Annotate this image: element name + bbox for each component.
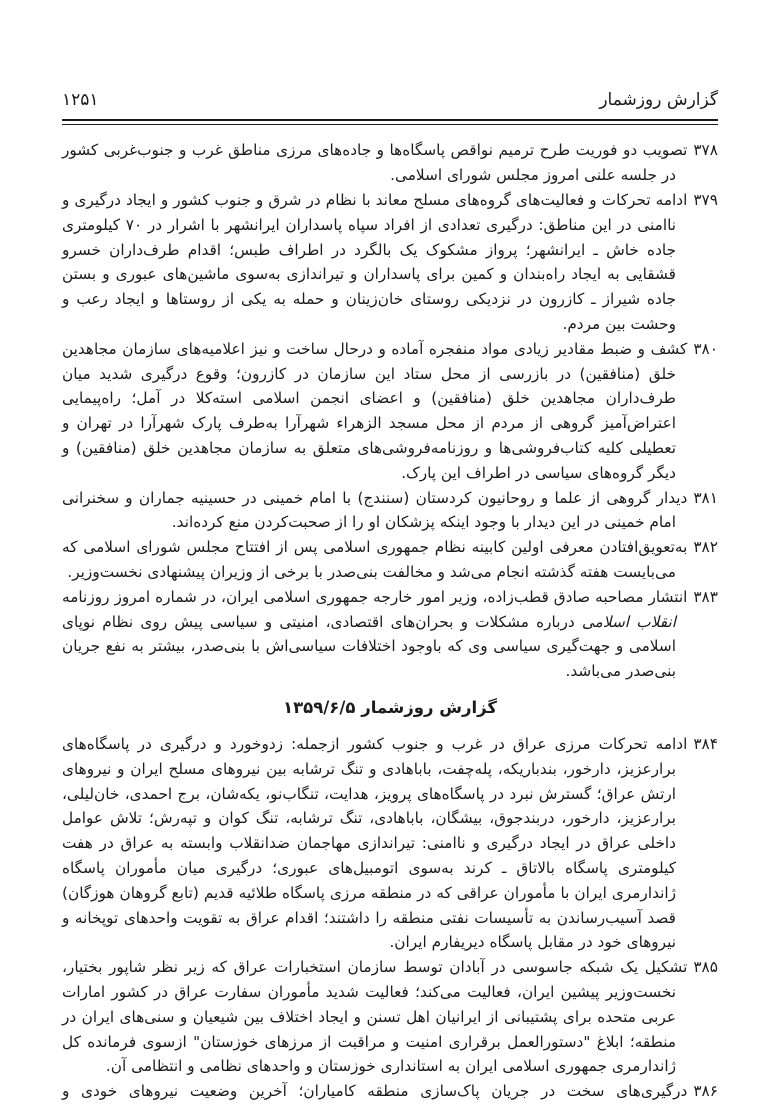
- chronicle-entry: [62, 1079, 718, 1104]
- entry-text: تصویب دو فوریت طرح ترمیم نواقص پاسگاه‌ها و جاده‌های مرزی مناطق غرب و جنوب‌غربی کشور در جلسه علنی امروز مجلس شورای اسلامی.: [62, 141, 688, 185]
- chronicle-entry: [62, 955, 718, 1079]
- entry-text: به‌تعویق‌افتادن معرفی اولین کابینه نظام جمهوری اسلامی پس از افتتاح مجلس شورای اسلامی که می‌بایست هفته گذشته انجام می‌شد و مخالفت بنی‌صدر با برخی از وزیران پیشنهادی نخست‌وزیر.: [62, 538, 688, 581]
- header-rule: [62, 119, 718, 125]
- entry-number: ۳۸۵: [693, 958, 718, 977]
- entry-text: درباره مشکلات و بحران‌های اقتصادی، امنیتی و سیاسی پیش روی نظام نوپای اسلامی و جهت‌گیری سیاسی وی که باوجود اختلافات سیاسی‌اش با بنی‌صدر، بیشتر به نفع جریان بنی‌صدر می‌باشد.: [62, 612, 676, 681]
- chronicle-entry: [62, 337, 718, 486]
- page-header: [62, 90, 718, 110]
- entries-before: [62, 138, 718, 684]
- entries-after: [62, 732, 718, 1104]
- chronicle-entry: [62, 138, 718, 188]
- entry-text: ادامه تحرکات مرزی عراق در غرب و جنوب کشور ازجمله: زدوخورد و درگیری در پاسگاه‌های برارعزیز، دارخور، بندباریکه، پله‌چفت، باباهادی و تنگ ترشابه بین نیروهای مسلح ایران و نیروهای ارتش عراق؛ گسترش نبرد در پاسگاه‌های پرویز، هدایت، تنگاب‌نو، یکه‌شان، برج احمدی، خان‌لیلی، برارعزیز، دارخور، دربندجوق، بیشگان، باباهادی، تنگ ترشابه، تنگ کوان و تپه‌رش؛ تلاش عوامل داخلی عراق در ایجاد درگیری و ناامنی: تیراندازی مهاجمان ضدانقلاب وابسته به عراق در هفت کیلومتری پاسگاه بالاتاق ـ کرند به‌سوی اتومبیل‌های عبوری؛ درگیری میان مأموران پاسگاه ژاندارمری ایران با مأموران عراقی که در منطقه مرزی پاسگاه طلائیه قدیم (تابع گروهان هوزگان) قصد آسیب‌رساندن به تأسیسات نفتی منطقه را داشتند؛ اقدام عراق به تقویت واحدهای توپخانه و نیروهای خود در مقابل پاسگاه دیریفارم ایران.: [62, 735, 688, 952]
- entry-number: ۳۸۴: [693, 735, 718, 754]
- chronicle-entry: [62, 535, 718, 585]
- entry-text: ادامه تحرکات و فعالیت‌های گروه‌های مسلح معاند با نظام در شرق و جنوب کشور و ایجاد درگیری و ناامنی در این مناطق: درگیری تعدادی از افراد سپاه پاسداران ایرانشهر با اشرار در ۷۰ کیلومتری جاده خاش ـ ایرانشهر؛ پرواز مشکوک یک بالگرد در اطراف طبس؛ اقدام طرف‌داران خسرو قشقایی به ایجاد راه‌بندان و کمین برای پاسداران و تیراندازی به‌سوی ماشین‌های عبوری و بستن جاده شیراز ـ کازرون در نزدیکی روستای خان‌زینان و حمله به یکی از روستاها و ایجاد رعب و وحشت بین مردم.: [62, 190, 688, 333]
- chronicle-entry: [62, 486, 718, 536]
- entry-text: کشف و ضبط مقادیر زیادی مواد منفجره آماده و درحال ساخت و نیز اعلامیه‌های سازمان مجاهدین خلق (منافقین) در بازرسی از محل ستاد این سازمان در کازرون؛ وقوع درگیری شدید میان طرف‌داران مجاهدین خلق (منافقین) و اعضای انجمن اسلامی استه‌کلا در آمل؛ راه‌پیمایی اعتراض‌آمیز گروهی از مردم از محل مسجد الزهراء شهرآرا به‌طرف پارک شهرآرا در تهران و تعطیلی کلیه کتاب‌فروشی‌ها و روزنامه‌فروشی‌های متعلق به سازمان مجاهدین خلق (منافقین) و دیگر گروه‌های سیاسی در اطراف این پارک.: [62, 339, 688, 482]
- entry-number: ۳۸۲: [693, 538, 718, 557]
- page-number: ۱۲۵۱: [62, 90, 99, 110]
- section-heading: گزارش روزشمار ۱۳۵۹/۶/۵: [283, 697, 497, 717]
- entry-number: ۳۸۰: [693, 339, 718, 358]
- entry-text: انتشار مصاحبه صادق قطب‌زاده، وزیر امور خارجه جمهوری اسلامی ایران، در شماره امروز روزنامه: [62, 587, 688, 606]
- entry-text: تشکیل یک شبکه جاسوسی در آبادان توسط سازمان استخبارات عراق که زیر نظر شاپور بختیار، نخست‌وزیر پیشین ایران، فعالیت می‌کند؛ فعالیت شدید مأموران سفارت عراق در کشور امارات عربی متحده برای پشتیبانی از ایرانیان اهل تسنن و ایجاد اختلاف بین شیعیان و سنی‌های ایران در منطقه؛ ابلاغ "دستورالعمل برقراری امنیت و مراقبت از مرزهای خوزستان" ازسوی فرمانده کل ژاندارمری جمهوری اسلامی ایران به استانداری خوزستان و واحدهای نظامی و انتظامی آن.: [62, 958, 688, 1076]
- chronicle-entry: [62, 732, 718, 955]
- entry-number: ۳۸۶: [693, 1082, 718, 1101]
- entry-number: ۳۷۹: [693, 190, 718, 209]
- entry-number: ۳۸۳: [693, 587, 718, 606]
- entry-number: ۳۸۱: [693, 488, 718, 507]
- running-title: گزارش روزشمار: [599, 90, 718, 110]
- entry-text: درگیری‌های سخت در جریان پاک‌سازی منطقه کامیاران؛ آخرین وضعیت نیروهای خودی و: [62, 1082, 688, 1101]
- newspaper-name: انقلاب اسلامی: [581, 612, 676, 631]
- entry-number: ۳۷۸: [693, 141, 718, 160]
- chronicle-entry: [62, 188, 718, 337]
- chronicle-entry: [62, 585, 718, 684]
- entry-text: دیدار گروهی از علما و روحانیون کردستان (سنندج) با امام خمینی در حسینیه جماران و سخنرانی امام خمینی در این دیدار با وجود اینکه پزشکان او را از صحبت‌کردن منع کرده‌اند.: [62, 488, 688, 532]
